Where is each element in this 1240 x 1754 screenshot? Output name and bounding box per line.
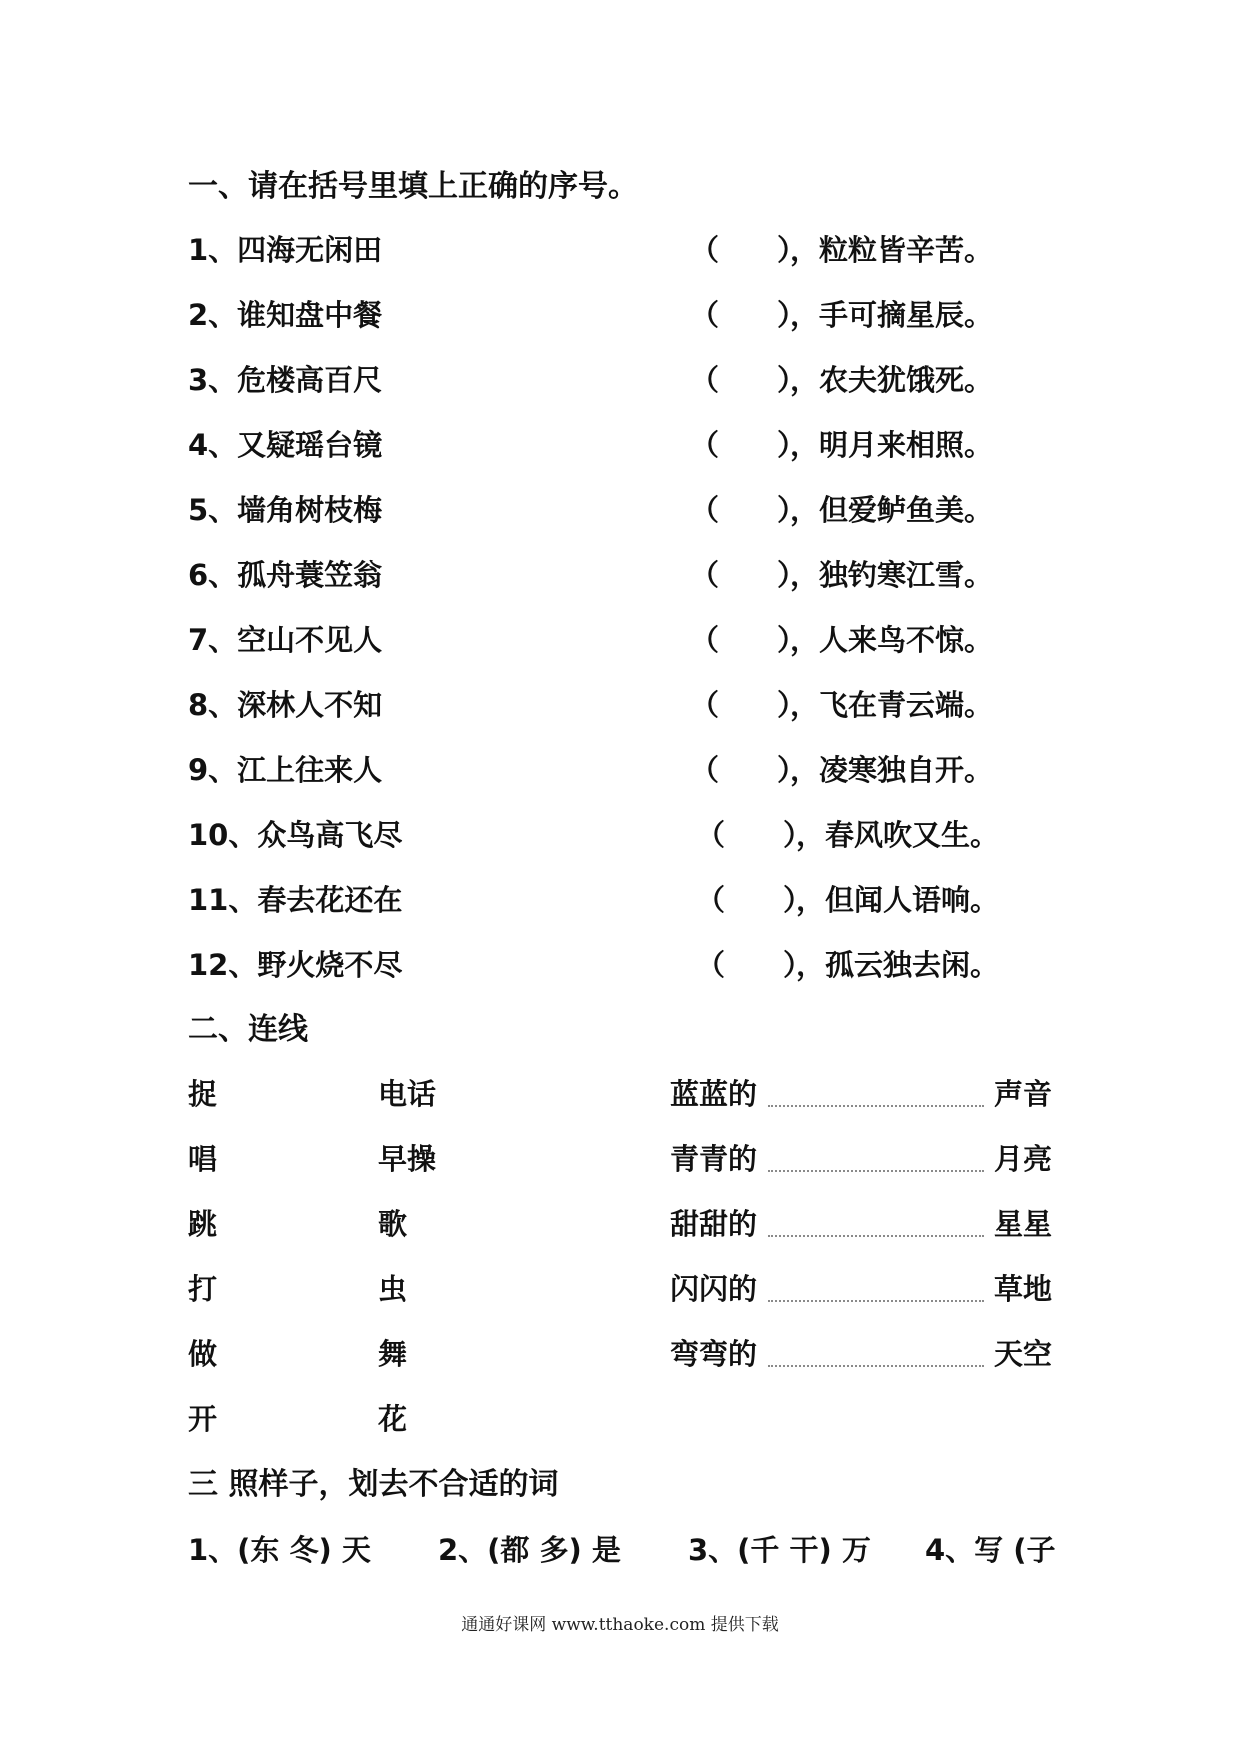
- verb-item[interactable]: 做: [188, 1337, 218, 1371]
- poem-line-left: 10、众鸟高飞尽: [188, 818, 403, 852]
- adjective-item[interactable]: 青青的: [670, 1142, 758, 1176]
- poem-line-left: 5、墙角树枝梅: [188, 493, 383, 527]
- poem-line-right: ，粒粒皆辛苦。: [790, 233, 994, 267]
- noun-item[interactable]: 早操: [378, 1142, 437, 1176]
- poem-line-left: 3、危楼高百尺: [188, 363, 383, 397]
- noun-item[interactable]: 电话: [378, 1077, 437, 1111]
- verb-item[interactable]: 开: [188, 1402, 218, 1436]
- example-item[interactable]: 4、写 (子: [925, 1533, 1056, 1567]
- poem-line-left: 1、四海无闲田: [188, 233, 383, 267]
- footer-credit: 通通好课网 www.tthaoke.com 提供下载: [461, 1615, 779, 1635]
- poem-line-right: ，凌寒独自开。: [790, 753, 994, 787]
- answer-blank[interactable]: （ ）: [690, 558, 807, 592]
- answer-blank[interactable]: （ ）: [690, 428, 807, 462]
- answer-blank[interactable]: （ ）: [696, 883, 813, 917]
- poem-line-right: ，独钓寒江雪。: [790, 558, 994, 592]
- target-item[interactable]: 月亮: [994, 1142, 1053, 1176]
- dotted-leader: [768, 1300, 984, 1302]
- answer-blank[interactable]: （ ）: [690, 688, 807, 722]
- answer-blank[interactable]: （ ）: [690, 493, 807, 527]
- adjective-item[interactable]: 闪闪的: [670, 1272, 758, 1306]
- poem-line-right: ，飞在青云端。: [790, 688, 994, 722]
- poem-line-right: ，但闻人语响。: [796, 883, 1000, 917]
- noun-item[interactable]: 花: [378, 1402, 408, 1436]
- poem-line-right: ，明月来相照。: [790, 428, 994, 462]
- example-item[interactable]: 3、(千 干) 万: [688, 1533, 871, 1567]
- poem-line-right: ，但爱鲈鱼美。: [790, 493, 994, 527]
- section3-heading: 三 照样子，划去不合适的词: [188, 1467, 559, 1502]
- dotted-leader: [768, 1365, 984, 1367]
- example-item[interactable]: 2、(都 多) 是: [438, 1533, 621, 1567]
- poem-line-left: 7、空山不见人: [188, 623, 383, 657]
- target-item[interactable]: 星星: [994, 1207, 1053, 1241]
- poem-line-right: ，农夫犹饿死。: [790, 363, 994, 397]
- answer-blank[interactable]: （ ）: [690, 623, 807, 657]
- verb-item[interactable]: 跳: [188, 1207, 218, 1241]
- target-item[interactable]: 天空: [994, 1337, 1053, 1371]
- verb-item[interactable]: 打: [188, 1272, 218, 1306]
- section2-heading: 二、连线: [188, 1012, 308, 1047]
- poem-line-left: 2、谁知盘中餐: [188, 298, 383, 332]
- poem-line-left: 4、又疑瑶台镜: [188, 428, 383, 462]
- answer-blank[interactable]: （ ）: [696, 818, 813, 852]
- noun-item[interactable]: 舞: [378, 1337, 408, 1371]
- answer-blank[interactable]: （ ）: [690, 363, 807, 397]
- dotted-leader: [768, 1235, 984, 1237]
- verb-item[interactable]: 唱: [188, 1142, 218, 1176]
- poem-line-left: 6、孤舟蓑笠翁: [188, 558, 383, 592]
- answer-blank[interactable]: （ ）: [690, 753, 807, 787]
- poem-line-left: 11、春去花还在: [188, 883, 403, 917]
- noun-item[interactable]: 虫: [378, 1272, 408, 1306]
- poem-line-right: ，人来鸟不惊。: [790, 623, 994, 657]
- target-item[interactable]: 声音: [994, 1077, 1053, 1111]
- adjective-item[interactable]: 甜甜的: [670, 1207, 758, 1241]
- adjective-item[interactable]: 弯弯的: [670, 1337, 758, 1371]
- example-item[interactable]: 1、(东 冬) 天: [188, 1533, 371, 1567]
- answer-blank[interactable]: （ ）: [690, 298, 807, 332]
- poem-line-left: 12、野火烧不尽: [188, 948, 403, 982]
- dotted-leader: [768, 1170, 984, 1172]
- section1-heading: 一、请在括号里填上正确的序号。: [188, 169, 638, 204]
- answer-blank[interactable]: （ ）: [690, 233, 807, 267]
- poem-line-left: 9、江上往来人: [188, 753, 383, 787]
- poem-line-right: ，春风吹又生。: [796, 818, 1000, 852]
- noun-item[interactable]: 歌: [378, 1207, 408, 1241]
- answer-blank[interactable]: （ ）: [696, 948, 813, 982]
- adjective-item[interactable]: 蓝蓝的: [670, 1077, 758, 1111]
- target-item[interactable]: 草地: [994, 1272, 1053, 1306]
- poem-line-right: ，孤云独去闲。: [796, 948, 1000, 982]
- verb-item[interactable]: 捉: [188, 1077, 218, 1111]
- dotted-leader: [768, 1105, 984, 1107]
- poem-line-right: ，手可摘星辰。: [790, 298, 994, 332]
- poem-line-left: 8、深林人不知: [188, 688, 383, 722]
